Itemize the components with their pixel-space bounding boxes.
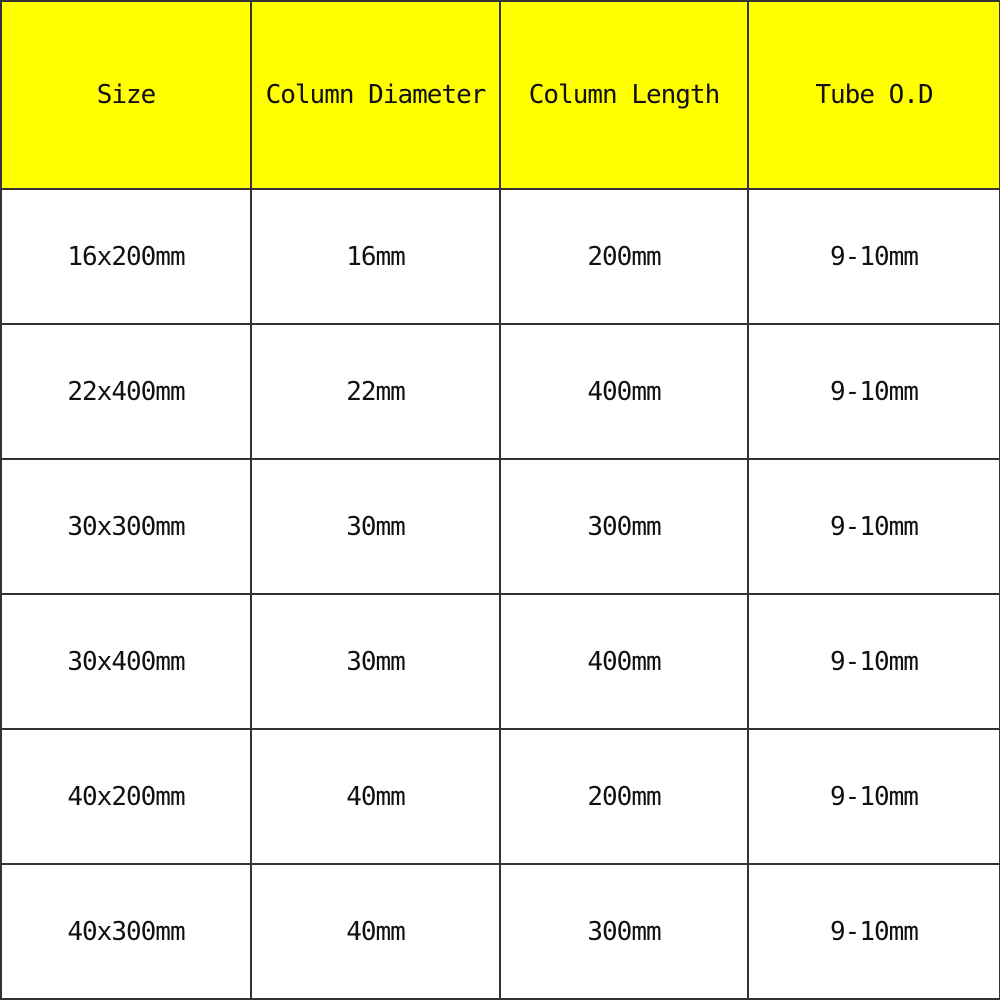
header-row [1,1,1000,189]
cell-tube-od: 9-10mm [748,594,1000,729]
table-row [1,324,1000,459]
cell-column-length: 200mm [500,729,748,864]
cell-column-length: 200mm [500,189,748,324]
cell-size: 40x200mm [1,729,251,864]
table-header [1,1,1000,189]
header-column-length: Column Length [500,1,748,189]
table-body [1,189,1000,999]
cell-tube-od: 9-10mm [748,729,1000,864]
cell-column-diameter: 16mm [251,189,500,324]
cell-column-diameter: 22mm [251,324,500,459]
table-row [1,864,1000,999]
cell-column-diameter: 40mm [251,729,500,864]
table-row [1,594,1000,729]
table-row [1,189,1000,324]
cell-column-length: 400mm [500,594,748,729]
cell-tube-od: 9-10mm [748,189,1000,324]
header-tube-od: Tube O.D [748,1,1000,189]
cell-tube-od: 9-10mm [748,324,1000,459]
cell-tube-od: 9-10mm [748,459,1000,594]
cell-size: 22x400mm [1,324,251,459]
cell-column-diameter: 30mm [251,594,500,729]
cell-column-length: 300mm [500,459,748,594]
header-column-diameter: Column Diameter [251,1,500,189]
cell-size: 16x200mm [1,189,251,324]
cell-column-length: 400mm [500,324,748,459]
header-size: Size [1,1,251,189]
cell-size: 40x300mm [1,864,251,999]
cell-size: 30x400mm [1,594,251,729]
cell-column-length: 300mm [500,864,748,999]
table-row [1,459,1000,594]
cell-size: 30x300mm [1,459,251,594]
cell-column-diameter: 30mm [251,459,500,594]
table-row [1,729,1000,864]
cell-column-diameter: 40mm [251,864,500,999]
cell-tube-od: 9-10mm [748,864,1000,999]
